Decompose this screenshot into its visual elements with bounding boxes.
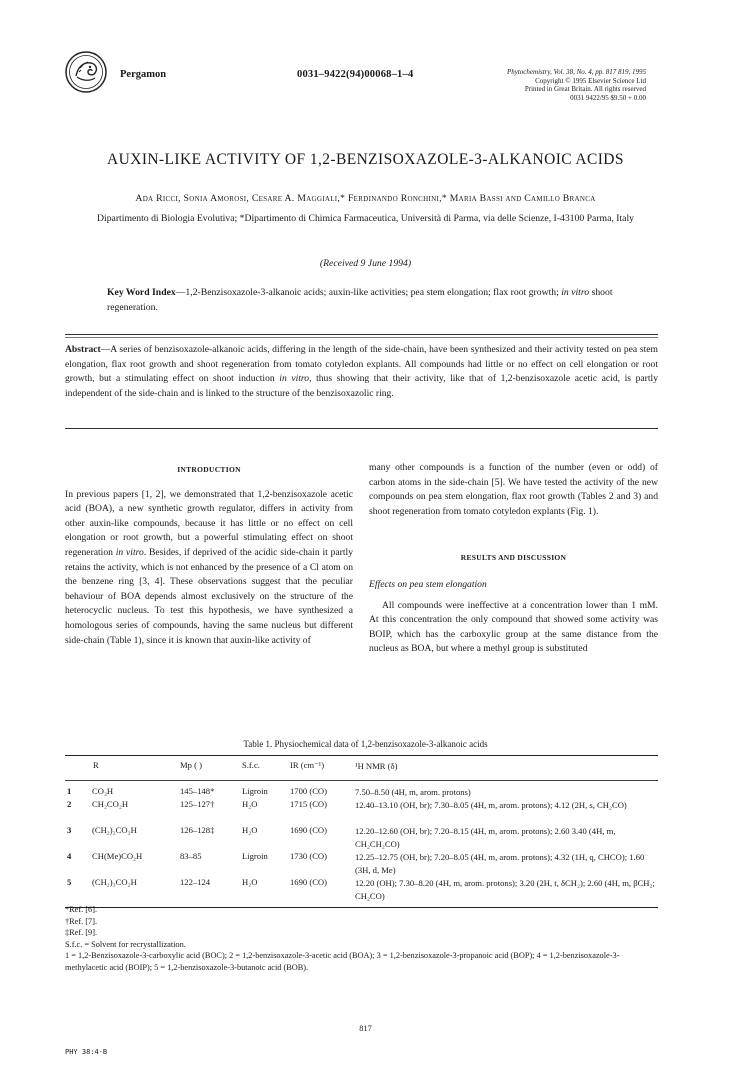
row-mp: 145–148* bbox=[180, 786, 215, 796]
page-number: 817 bbox=[359, 1024, 372, 1033]
col-header-ir: IR (cm⁻¹) bbox=[290, 760, 325, 770]
col-header-mp: Mp ( ) bbox=[180, 760, 202, 770]
col-header-nmr: ¹H NMR (δ) bbox=[355, 761, 398, 771]
paper-title: AUXIN-LIKE ACTIVITY OF 1,2-BENZISOXAZOLE-3-ALKANOIC ACIDS bbox=[107, 151, 624, 168]
table-rule-mid bbox=[65, 780, 658, 781]
row-mp: 83–85 bbox=[180, 851, 202, 861]
row-ir: 1690 (CO) bbox=[290, 877, 327, 887]
table-row bbox=[65, 799, 658, 825]
column-right bbox=[369, 461, 658, 657]
journal-line: 0031 9422/95 $9.50 + 0.00 bbox=[570, 93, 646, 102]
results-paragraph: All compounds were ineffective at a concentration lower than 1 mM. At this concentration the only compound that showed some activity was BOIP, which has the carboxylic group at the same distance from the nucleus as BOA, but where a methyl group is substituted bbox=[369, 599, 658, 655]
row-r: (CH₂)₂CO₂H bbox=[92, 825, 137, 835]
col-header-r: R bbox=[93, 760, 99, 770]
table-caption: Table 1. Physiochemical data of 1,2-benzisoxazole-3-alkanoic acids bbox=[243, 739, 488, 749]
footnote: †Ref. [7]. bbox=[65, 916, 98, 926]
introduction-paragraph bbox=[65, 488, 353, 649]
journal-line: Copyright © 1995 Elsevier Science Ltd bbox=[535, 76, 646, 85]
row-nmr: 12.20 (OH); 7.30–8.20 (4H, m, arom. protons); 3.20 (2H, t, δCH₂); 2.60 (4H, m, βCH₂; CH₂CO) bbox=[355, 878, 655, 901]
received-prefix: (Received bbox=[319, 258, 359, 269]
abstract-italic: in vitro bbox=[279, 373, 310, 384]
pergamon-logo bbox=[64, 50, 108, 94]
introduction-continued: many other compounds is a function of the number (even or odd) of carbon atoms in the side-chain [5]. We have tested the activity of the new compounds on pea stem elongation, flax root growth (Tables 2 and 3) and shoot regeneration from tomato cotyledon explants (Fig. 1). bbox=[369, 462, 658, 517]
affiliation: Dipartimento di Biologia Evolutiva; *Dipartimento di Chimica Farmaceutica, Università di Parma, via delle Scienze, I-43100 Parma, Italy bbox=[97, 213, 634, 224]
rule-top bbox=[65, 334, 658, 335]
received-date-text: 9 June 1994) bbox=[360, 258, 412, 269]
doi: 0031–9422(94)00068–1–4 bbox=[297, 69, 414, 80]
table-rule-top bbox=[65, 755, 658, 756]
table-row bbox=[65, 786, 658, 799]
row-nmr: 7.50–8.50 (4H, m, arom. protons) bbox=[355, 787, 471, 797]
authors: Ada Ricci, Sonia Amorosi, Cesare A. Maggiali,* Ferdinando Ronchini,* Maria Bassi and Camillo Branca bbox=[135, 193, 596, 204]
footnote: 1 = 1,2-Benzisoxazole-3-carboxylic acid (BOC); 2 = 1,2-benzisoxazole-3-acetic acid (BOA); 3 = 1,2-benzisoxazole-3-propanoic acid (BOP); 4 = 1,2-benzisoxazole-3-methylacetic acid (BOIP); 5 = 1,2-benzisoxazole-3-butanoic acid (BOB). bbox=[65, 951, 620, 972]
keywords-text: —1,2-Benzisoxazole-3-alkanoic acids; auxin-like activities; pea stem elongation; flax root growth; bbox=[175, 287, 562, 298]
row-mp: 122–124 bbox=[180, 877, 211, 887]
row-mp: 126–128‡ bbox=[180, 825, 215, 835]
row-r: (CH₂)₃CO₂H bbox=[92, 877, 137, 887]
footnote: ‡Ref. [9]. bbox=[65, 928, 98, 937]
abstract-text-end: , thus showing that their activity, like that of 1,2-benzisoxazole acetic acid, is partly independent of the side-chain and is linked to the structure of the benzisoxazolic ring. bbox=[65, 373, 659, 399]
footnote: S.f.c. = Solvent for recrystallization. bbox=[65, 939, 186, 949]
row-r: CH(Me)CO₂H bbox=[92, 851, 143, 861]
row-nmr: 12.40–13.10 (OH, br); 7.30–8.05 (4H, m, arom. protons); 4.12 (2H, s, CH₂CO) bbox=[355, 800, 627, 810]
row-nmr: 12.20–12.60 (OH, br); 7.20–8.15 (4H, m, arom. protons); 2.60 3.40 (4H, m, CH₂CH₂CO) bbox=[355, 826, 616, 849]
journal-info bbox=[507, 68, 646, 102]
abstract-text: —A series of benzisoxazole-alkanoic acids, differing in the length of the side-chain, have been synthesized and their activity tested on pea stem elongation, flax root growth and shoot regeneration from tomato cotyledon explants. All compounds had little or no effect on cell elongation or root growth, but a stimulating effect on shoot induction bbox=[65, 344, 658, 384]
keywords-text-end: shoot regeneration. bbox=[107, 287, 613, 313]
row-number: 5 bbox=[67, 877, 72, 887]
journal-code: PHY 38:4-B bbox=[65, 1048, 108, 1056]
table-row bbox=[65, 851, 658, 877]
publisher-name: Pergamon bbox=[120, 69, 167, 80]
rule-bottom bbox=[65, 428, 658, 429]
row-nmr: 12.25–12.75 (OH, br); 7.20–8.05 (4H, m, arom. protons); 4.32 (1H, q, CHCO); 1.60 (3H, d, Me) bbox=[355, 852, 645, 875]
keywords-italic: in vitro bbox=[561, 287, 590, 298]
keywords-label: Key Word Index bbox=[107, 287, 176, 298]
table-header-row bbox=[65, 760, 658, 780]
row-ir: 1700 (CO) bbox=[290, 786, 327, 796]
table-footnotes bbox=[65, 904, 658, 973]
intro-text-rest: . Besides, if deprived of the acidic side-chain it partly retains the activity, which is not enhanced by the presence of a Cl atom on the benzene ring [3, 4]. These observations suggest that the peculiar behaviour of BOA depends almost exclusively on the structure of the heterocyclic nucleus. To test this hypothesis, we have synthesized a homologous series of compounds, having the same nucleus but different side-chain (Table 1), since it is known that auxin-like activity of bbox=[65, 546, 353, 646]
col-header-sfc: S.f.c. bbox=[242, 760, 260, 770]
row-number: 2 bbox=[67, 799, 72, 809]
row-ir: 1715 (CO) bbox=[290, 799, 327, 809]
column-left bbox=[65, 463, 353, 648]
received-date bbox=[0, 258, 731, 269]
results-subheading: Effects on pea stem elongation bbox=[369, 578, 487, 590]
row-r: CH₂CO₂H bbox=[92, 799, 129, 809]
row-number: 1 bbox=[67, 786, 72, 796]
row-number: 4 bbox=[67, 851, 72, 861]
data-table bbox=[65, 755, 658, 908]
row-sfc: Ligroin bbox=[242, 786, 268, 796]
row-mp: 125–127† bbox=[180, 799, 215, 809]
footnote: *Ref. [6]. bbox=[65, 905, 98, 914]
row-sfc: Ligroin bbox=[242, 851, 268, 861]
row-r: CO₂H bbox=[92, 786, 114, 796]
row-sfc: H₂O bbox=[242, 877, 258, 887]
row-sfc: H₂O bbox=[242, 799, 258, 809]
table-row bbox=[65, 877, 658, 907]
results-heading: RESULTS AND DISCUSSION bbox=[460, 553, 567, 563]
journal-line: Phytochemistry, Vol. 38, No. 4, pp. 817 819, 1995 bbox=[506, 68, 646, 76]
table-row bbox=[65, 825, 658, 851]
abstract bbox=[65, 343, 658, 401]
row-number: 3 bbox=[67, 825, 72, 835]
keywords bbox=[107, 285, 627, 315]
abstract-label: Abstract bbox=[65, 344, 101, 355]
rule-top-thin bbox=[65, 337, 658, 338]
row-ir: 1690 (CO) bbox=[290, 825, 327, 835]
introduction-heading: INTRODUCTION bbox=[177, 465, 241, 474]
row-ir: 1730 (CO) bbox=[290, 851, 327, 861]
intro-italic: in vitro bbox=[115, 546, 144, 558]
intro-text: In previous papers [1, 2], we demonstrated that 1,2-benzisoxazole acetic acid (BOA), a new synthetic growth regulator, differs in activity from other auxin-like compounds, because it has little or no effect on cell elongation or root growth, but a powerful stimulating effect on shoot regeneration bbox=[65, 488, 353, 558]
journal-line: Printed in Great Britain. All rights reserved bbox=[524, 85, 646, 94]
row-sfc: H₂O bbox=[242, 825, 258, 835]
